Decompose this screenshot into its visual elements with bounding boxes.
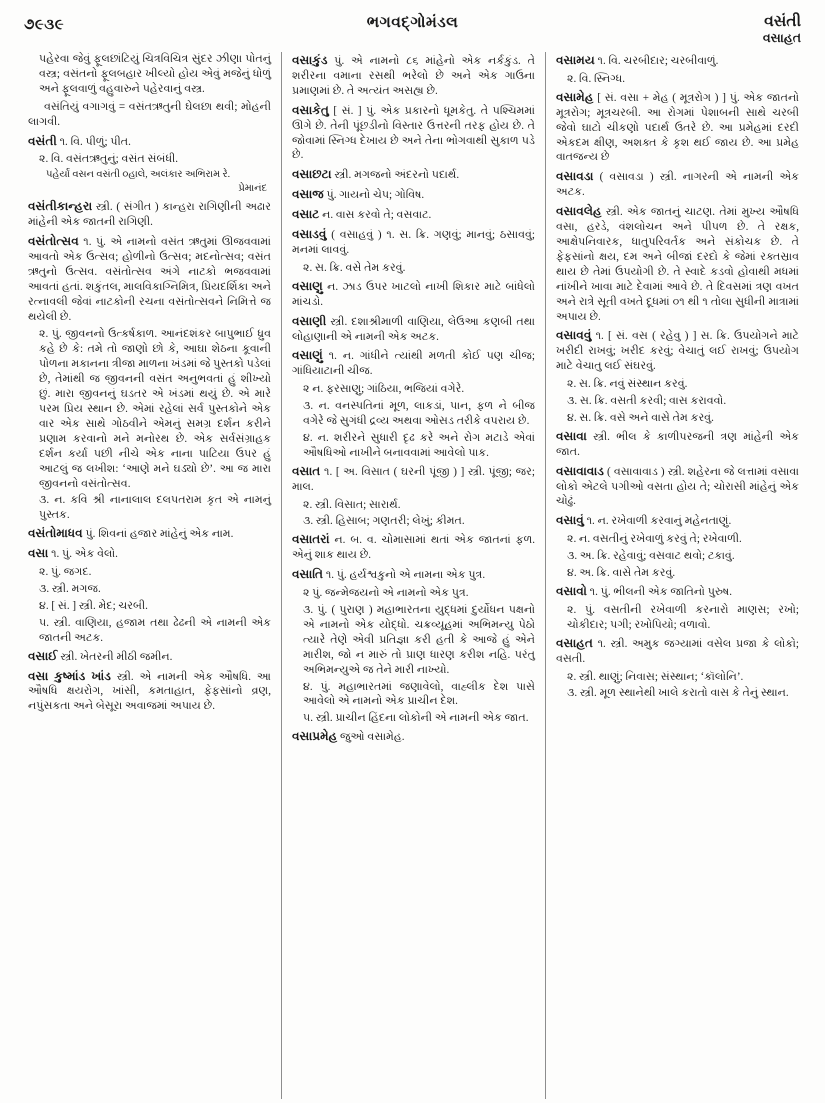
dictionary-entry [556,428,799,460]
entry-definition: સ્ત્રી. ( સંગીત ) કાન્હરા રાગિણીની અઢાર માંહેની એક જાતની રાગિણી. [28,201,271,229]
dictionary-entry [556,583,799,600]
running-head-first: વસંતી [764,13,801,30]
dictionary-entry [292,278,535,310]
entry-definition: ન. વાસ કરવો તે; વસવાટ. [319,209,432,222]
dictionary-entry [556,635,799,667]
entry-sense: ૨ પું. જન્મેજયનો એ નામનો એક પુત્ર. [303,587,469,600]
entry-sense: ૫. સ્ત્રી. પ્રાચીન હિંદના લોકોની એ નામની એક જાત. [303,712,529,725]
entry-sense: ૪. ન. શરીરને સુધારી દૃઢ કરે અને રોગ મટાડે એવાં ઔષધિઓ નાખીને બનાવવામાં આવેલો પાક. [303,431,535,459]
entry-sense: ૨. સ્ત્રી. થાણું; નિવાસ; સંસ્થાન; ‘કૉલોનિ’. [567,670,744,683]
entry-headword: વસાટ [292,207,320,222]
entry-sense: ૩. ન. કવિ શ્રી નાનાલાલ દલપતરામ કૃત એ નામનું પુસ્તક. [39,494,271,522]
entry-definition: ૧. વિ. પીળું; પીત. [56,135,131,148]
entry-definition: સ્ત્રી. ખેતરની મીઠી જમીન. [57,650,173,663]
entry-sense: ૪. અ. ક્રિ. વાસે તેમ કરવું. [567,567,676,580]
dictionary-entry [556,327,799,374]
entry-definition: પું. ગાયનો ચેપ; ગોવિષ. [323,189,425,202]
entry-headword: વસા કુષ્માંડ ખાંડ [28,668,111,683]
entry-sense: ૪. પું. મહાભારતમાં જણાવેલો, વાહ્લીક દેશ પાસે આવેલો એ નામનો એક પ્રાચીન દેશ. [303,680,535,708]
entry-sense: ૨. સ્ત્રી. વિસાત; સારાર્થ. [303,498,401,511]
dictionary-entry [292,206,535,223]
dictionary-entry [292,52,535,99]
text-column-2 [281,52,545,1099]
dictionary-entry [292,463,535,495]
entry-definition: ૧. સ્ત્રી. અમુક જગ્યામાં વસેલ પ્રજા કે લોકો; વસતી. [556,637,799,665]
entry-definition: સ્ત્રી. એ નામની એક ઔષધિ. આ ઔષધિ ક્ષયરોગ, ખાંસી, કમતાહાત, ફેફસાંનો વ્રણ, નપુંસકતા અને બેસૂરા અવાજમાં અપાય છે. [28,670,271,713]
entry-headword: વસંતીકાન્હરા [28,199,93,214]
entry-definition: ( વસાવડા ) સ્ત્રી. નાગરની એ નામની એક અટક. [556,171,799,199]
entry-headword: વસાવવું [556,328,592,343]
entry-headword: વસંતોમાધવ [28,526,83,541]
entry-headword: વસાતિ [292,567,324,582]
dictionary-entry [28,668,271,715]
entry-sense: ૩. સ. ક્રિ. વસતી કરવી; વાસ કરાવવો. [567,395,727,408]
entry-sense: ૨ ન. ફરસાણુ; ગાંઠિયા, ભજિયાં વગેરે. [303,383,465,396]
entry-headword: વસાણું [292,348,323,363]
entry-continuation: પહેરવા જેવું ફૂલછાંટિયું ચિત્રવિચિત્ર સુંદર ઝીણા પોતનું વસ્ત્ર; વસંતનો ફૂલબહાર ખીલ્યો હોય એવું મજેનું ધોળું અને ફૂલવાળું વહુવારુને પહેરવાનું વસ્ત્ર. [39,53,271,95]
entry-definition: જુઓ વસામેહ. [337,731,405,744]
entry-sense: ૨. પું. વસતીની રખેવાળી કરનારો માણસ; રખો; ચોકીદાર; પગી; રખોપિયો; વળાવો. [567,603,799,631]
entry-definition: સ્ત્રી. ભીલ કે કાળીપરજની ત્રણ માંહેની એક જાત. [556,430,799,458]
book-title: ભગવદ્ગોમંડલ [366,14,459,31]
entry-paragraph: વસંતિયું વગાગવું = વસંતઋતુની ઘેલછા થવી; મોહની લાગવી. [28,100,271,128]
entry-sense: ૩. સ્ત્રી. મૂળ સ્થાનેથી ખાલે કરાતો વાસ કે તેનું સ્થાન. [567,687,789,700]
entry-definition: પું. એ નામનો ૮૬ માંહેનો એક નર્કકુંડ. તે શરીરના વમાના રસથી ભરેલો છે અને એક ગાઉના પ્રમાણમાં છે. તે અત્યંત અસહ્ય છે. [292,55,535,97]
entry-definition: [ સં. વસા + મેહ ( મૂત્રરોગ ) ] પું. એક જાતનો મૂત્રરોગ; મૂત્રચરબી. આ રોગમાં પેશાબની સાથે ચરબી જેવો ઘાટો ચીકણો પદાર્થ ઉતરે છે. આ પ્રમેહમાં દરદી એકદમ ક્ષીણ, અશક્ત કે કૃશ થઈ જાય છે. આ પ્રમેહ વાતજન્ય છે [556,91,799,164]
entry-sense: ૨. સ. ક્રિ. નવું સંસ્થાન કરવું. [567,378,688,391]
entry-headword: વસાવલેહ [556,204,602,219]
entry-headword: વસાકુંડ [292,53,328,67]
entry-definition: ન. બ. વ. ચોમાસામાં થતાં એક જાતનાં ફળ. એનું શાક થાય છે. [292,534,535,562]
dictionary-entry [292,186,535,203]
dictionary-entry [292,226,535,258]
entry-sense: ૨. પું. જગદ. [39,566,92,579]
dictionary-entry [556,89,799,166]
entry-headword: વસાપ્રમેહ [292,729,338,744]
entry-headword: વસાડવું [292,227,327,242]
dictionary-entry [28,233,271,324]
entry-definition: ૧. પું. હર્યશ્વકુનો એ નામના એક પુત્ર. [323,569,486,582]
entry-headword: વસાહત [556,635,593,650]
text-column-1 [18,52,281,1099]
entry-sense: ૨. પું. જીવનનો ઉત્કર્ષકાળ. આનંદશંકર બાપુભાઈ ધ્રુવ કહે છે કે: તમે તો જાણો છો કે, આઘા શેઠના કૂવાની પોળના મકાનના ત્રીજા માળના ખંડમાં જે પુસ્તકો પડેલાં છે, તેમાંથી જ જીવનની વસંત અનુભવતાં હું શીખ્યો છું. મારા જીવનનું ઘડતર એ ખંડમાં થયું છે. એ મારે પરમ પ્રિય સ્થાન છે. એમાં રહેલાં સર્વ પુસ્તકોને એક વાર એક સાથે ગોઠવીને એમનું સમગ્ર દર્શન કરીને પ્રણામ કરવાનો મને મનોરથ છે. એક સર્વસંગ્રાહક દર્શન કર્યા પછી નીચે એક નાના પાટિયા ઉપર હું આટલું જ લખીશ: ‘આણે મને ઘડ્યો છે’. આ જ મારા જીવનનો વસંતોત્સવ. [39,328,271,490]
dictionary-entry [292,347,535,379]
column-container [0,52,825,1099]
dictionary-entry [292,566,535,583]
entry-sense: ૨. સ. ક્રિ. વસે તેમ કરવું. [303,261,406,274]
entry-definition: ( વસાહવું ) ૧. સ. ક્રિ. ગણવું; માનવું; ઠસાવવું; મનમાં લાવવું. [292,229,535,256]
entry-sense: ૨. વિ. વસંતઋતુનું; વસંત સંબંધી. [39,153,179,166]
entry-definition: ( વસાવાવાડ ) સ્ત્રી. શહેરના જે લત્તામાં વસાવા લોકો એટલે પગીઓ વસતા હોય તે; ચોરાસી માંહેનું એક ચોઢું. [556,465,799,508]
entry-sense: ૨. ન. વસતીનું રખેવાળું કરવું તે; રખેવાળી. [567,533,742,546]
entry-definition: ૧. વિ. ચરબીદાર; ચરબીવાળું. [594,55,719,67]
entry-definition: ૧. [ સં. વસ ( રહેવુ ) ] સ. ક્રિ. ઉપયોગને માટે ખરીદી રાખવું; ખરીદ કરવું; વેચાતું લઈ રાખવું; ઉપયોગ માટે વેચાતુ લઈ સંઘરવું. [556,330,799,373]
entry-headword: વસાણી [292,313,327,328]
entry-definition: સ્ત્રી. મગજનો અંદરનો પદાર્થ. [331,169,460,182]
entry-definition: સ્ત્રી. દશાશ્રીમાળી વાણિયા, લેઉઆ કણબી તથા લોહાણાની એ નામની એક અટક. [292,315,535,343]
dictionary-entry [556,512,799,529]
dictionary-entry [556,463,799,510]
entry-definition: ૧. પું. એક વેલો. [48,548,118,561]
entry-headword: વસાવડા [556,169,594,184]
dictionary-entry [28,133,271,150]
entry-definition: ૧. [ અ. વિસાત ( ઘરની પૂંજી ) ] સ્ત્રી. પૂંજી; જર; માલ. [292,465,535,493]
entry-sense: ૩. સ્ત્રી. મગજ. [39,582,101,595]
entry-definition: ૧. પું. એ નામનો વસંત ઋતુમાં ઊજવવામાં આવતો એક ઉત્સવ; હોળીનો ઉત્સવ; મદનોત્સવ; વસંત ઋતુનો ઉત્સવ. વસંતોત્સવ અંગે નાટકો ભજવવામાં આવતાં હતાં. શકુંતલ, માલવિકાગ્નિમિત્ર, પ્રિયદર્શિકા અને રત્નાવલી જેવાં નાટકોની રચના વસંતોત્સવને નિમિત્તે જ થયેલી છે. [28,236,271,323]
quotation-attribution: પ્રેમાનંદ [238,183,267,195]
dictionary-entry [28,648,271,665]
entry-headword: વસાતરાં [292,532,330,547]
entry-headword: વસંતી [28,133,57,148]
dictionary-entry [292,166,535,183]
entry-quotation: પહેર્યાં વસન વસંતી ૦હાલે, અલંકાર અભિરામ રે. [46,169,231,181]
entry-definition: [ સં. ] પું. એક પ્રકારનો ધૂમકેતુ. તે પશ્ચિમમાં ઊગે છે. તેની પૂંછડીનો વિસ્તાર ઉત્તરની તરફ હોય છે. તે જોવામાં સ્નિગ્ધ દેખાય છે અને તેના ભોગવાથી સુકાળ પડે છે. [292,104,535,162]
running-head-last: વસાહત [762,31,801,46]
entry-sense: ૩. ન. વનસ્પતિનાં મૂળ, લાકડાં, પાન, ફળ ને બીજ વગેરે જે સુગંધી દ્રવ્ય અથવા ઓસડ તરીકે વપરાય છે. [303,400,535,428]
entry-sense: ૪. સ. ક્રિ. વસે અને વાસે તેમ કરવું. [567,411,714,424]
dictionary-entry [556,203,799,324]
page-header [0,0,825,52]
running-head [763,12,801,47]
entry-sense: ૪. [ સં. ] સ્ત્રી. મેદ; ચરબી. [39,599,148,612]
dictionary-entry [292,313,535,345]
entry-sense: ૫. સ્ત્રી. વાણિયા, હજામ તથા ઢેઢની એ નામની એક જાતની અટક. [39,616,271,644]
entry-sense: ૩. પું. ( પુરાણ ) મહાભારતના યુદ્ધમાં દુર્યોધન પક્ષનો એ નામનો એક યોદ્ધો. ચક્રવ્યૂહમાં અભિમન્યુ પેઠો ત્યારે તેણે એવી પ્રતિજ્ઞા કરી હતી કે આજે હું એને મારીશ, જો ન મારું તો પ્રાણ ધારણ કરીશ નહિ. પરંતુ અભિમન્યુએ જ તેને મારી નાખ્યો. [303,604,535,676]
entry-headword: વસાવું [556,513,584,528]
dictionary-entry [28,525,271,542]
dictionary-entry [292,531,535,563]
dictionary-entry [292,728,535,745]
entry-headword: વસામય [556,53,595,67]
page-number: ૭૯૩૯ [24,17,65,33]
entry-headword: વસાજ [292,187,324,202]
dictionary-entry [556,168,799,200]
entry-sense: ૨. વિ. સ્નિગ્ધ. [567,72,626,85]
entry-headword: વસાવો [556,584,587,598]
dictionary-entry [28,545,271,562]
entry-definition: ૧. ન. ગાંધીને ત્યાંથી મળતી કોઈ પણ ચીજ; ગાંધિયાટાની ચીજ. [292,350,535,378]
entry-sense: ૩. સ્ત્રી. હિસાબ; ગણતરી; લેખું; કીમત. [303,515,465,528]
dictionary-entry [292,102,535,164]
entry-definition: પું. શિવનાં હજાર માંહેનું એક નામ. [82,528,234,541]
entry-sense: ૩. અ. ક્રિ. રહેવાવું; વસવાટ થવો; ટકાવું. [567,550,735,563]
entry-headword: વસાછટા [292,167,332,182]
entry-headword: વસાકેતુ [292,102,329,117]
entry-headword: વસા [28,546,49,561]
entry-definition: ૧. પું. ભીલની એક જાતિનો પુરુષ. [586,586,733,598]
dictionary-entry [556,52,799,69]
entry-headword: વસંતોત્સવ [28,234,79,249]
dictionary-entry [28,198,271,230]
entry-headword: વસાત [292,463,321,478]
entry-headword: વસામેહ [556,89,594,104]
entry-headword: વસાઈ [28,648,58,663]
entry-definition: ૧. ન. રખેવાળી કરવાનું મહેનતાણું. [583,515,732,528]
entry-headword: વસાવા [556,428,587,443]
entry-definition: ન. ઝાડ ઉપર ખાટલો નાખી શિકાર માટે બાંધેલો માંચડો. [292,280,535,308]
entry-definition: સ્ત્રી. એક જાતનું ચાટણ. તેમાં મુખ્ય ઔષધિ વસા, હરડે, વંશલોચન અને પીપળ છે. તે રક્ષક, આક્ષેપનિવારક, ધાતુપરિવર્તક અને સંકોચક છે. તે ફેફસાંનો ક્ષય, દમ અને બીજાં દરદો કે જેમાં રક્તસ્રાવ થાય છે તેમાં ઉપયોગી છે. તે સ્વાદે કડવો હોવાથી મધમાં નાંખીને ખાવા માટે દેવામાં આવે છે. તે દિવસમાં ત્રણ વખત અને રાત્રે સૂતી વખતે દૂધમાં ૦૧ થી ૧ તોલા સુધીની માત્રામાં અપાય છે. [556,206,799,323]
entry-headword: વસાવાવાડ [556,463,604,478]
entry-headword: વસાણુ [292,278,323,293]
text-column-3 [545,52,809,1099]
